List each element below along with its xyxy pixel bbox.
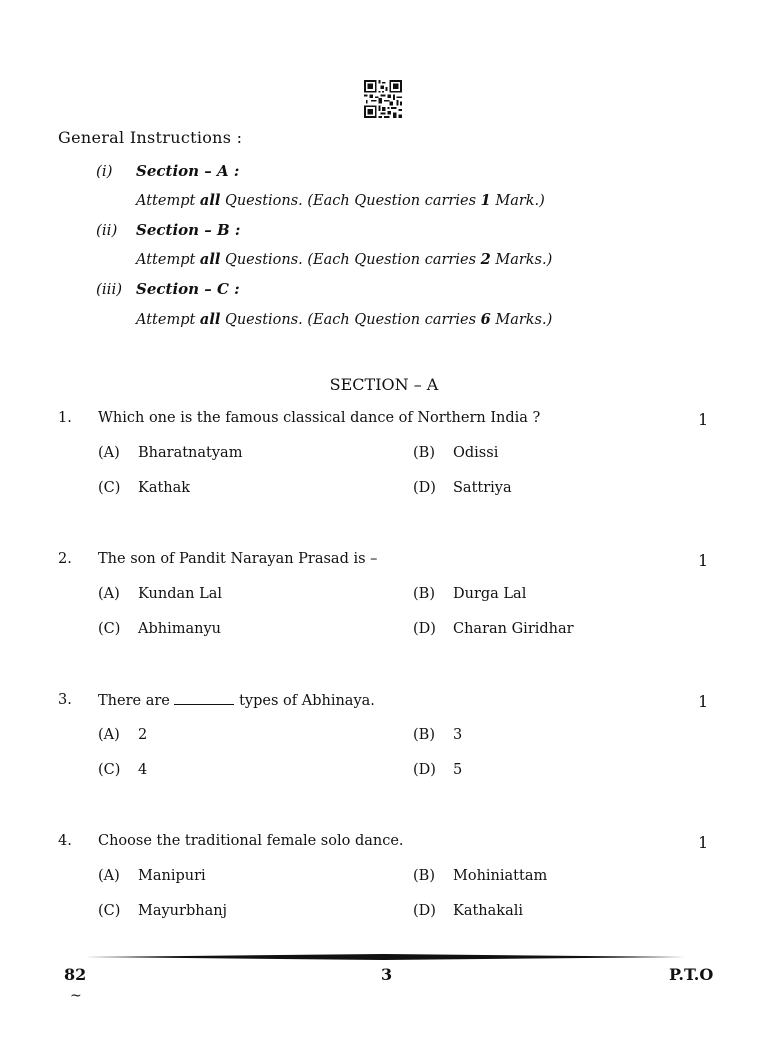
instruction-section: Section – B :	[136, 221, 241, 239]
footer-rule	[85, 954, 685, 960]
instruction-text: Attempt all Questions. (Each Question carries 2 Marks.)	[136, 251, 553, 268]
question	[0, 833, 768, 853]
answer-blank	[174, 692, 234, 705]
question-number: 3.	[58, 692, 72, 708]
question-text: There are types of Abhinaya.	[98, 693, 375, 709]
question-marks: 1	[698, 833, 709, 852]
qr-code	[364, 80, 402, 118]
instruction-text: Attempt all Questions. (Each Question carries 1 Mark.)	[136, 192, 545, 209]
page-code: 82	[64, 965, 87, 984]
instruction-section: Section – A :	[136, 162, 240, 180]
instruction-item	[96, 162, 696, 182]
question-text: Which one is the famous classical dance of Northern India ?	[98, 410, 541, 426]
question-marks: 1	[698, 692, 709, 711]
question-marks: 1	[698, 410, 709, 429]
instruction-number: (iii)	[96, 280, 123, 298]
page-number: 3	[381, 965, 393, 984]
question-marks: 1	[698, 551, 709, 570]
instruction-number: (i)	[96, 162, 113, 180]
question	[0, 551, 768, 571]
question-number: 2.	[58, 551, 72, 567]
general-instructions-title: General Instructions :	[58, 128, 243, 147]
question-text: Choose the traditional female solo dance.	[98, 833, 404, 849]
question-number: 4.	[58, 833, 72, 849]
page-code-mark: ~	[70, 988, 82, 1004]
question-text: The son of Pandit Narayan Prasad is –	[98, 551, 378, 567]
question	[0, 410, 768, 430]
instruction-number: (ii)	[96, 221, 118, 239]
section-heading: SECTION – A	[329, 375, 439, 394]
instruction-section: Section – C :	[136, 280, 240, 298]
question-number: 1.	[58, 410, 72, 426]
instruction-item	[96, 280, 696, 300]
question	[0, 692, 768, 712]
instruction-item	[96, 221, 696, 241]
instruction-text: Attempt all Questions. (Each Question carries 6 Marks.)	[136, 311, 553, 328]
pto-label: P.T.O	[669, 965, 714, 984]
